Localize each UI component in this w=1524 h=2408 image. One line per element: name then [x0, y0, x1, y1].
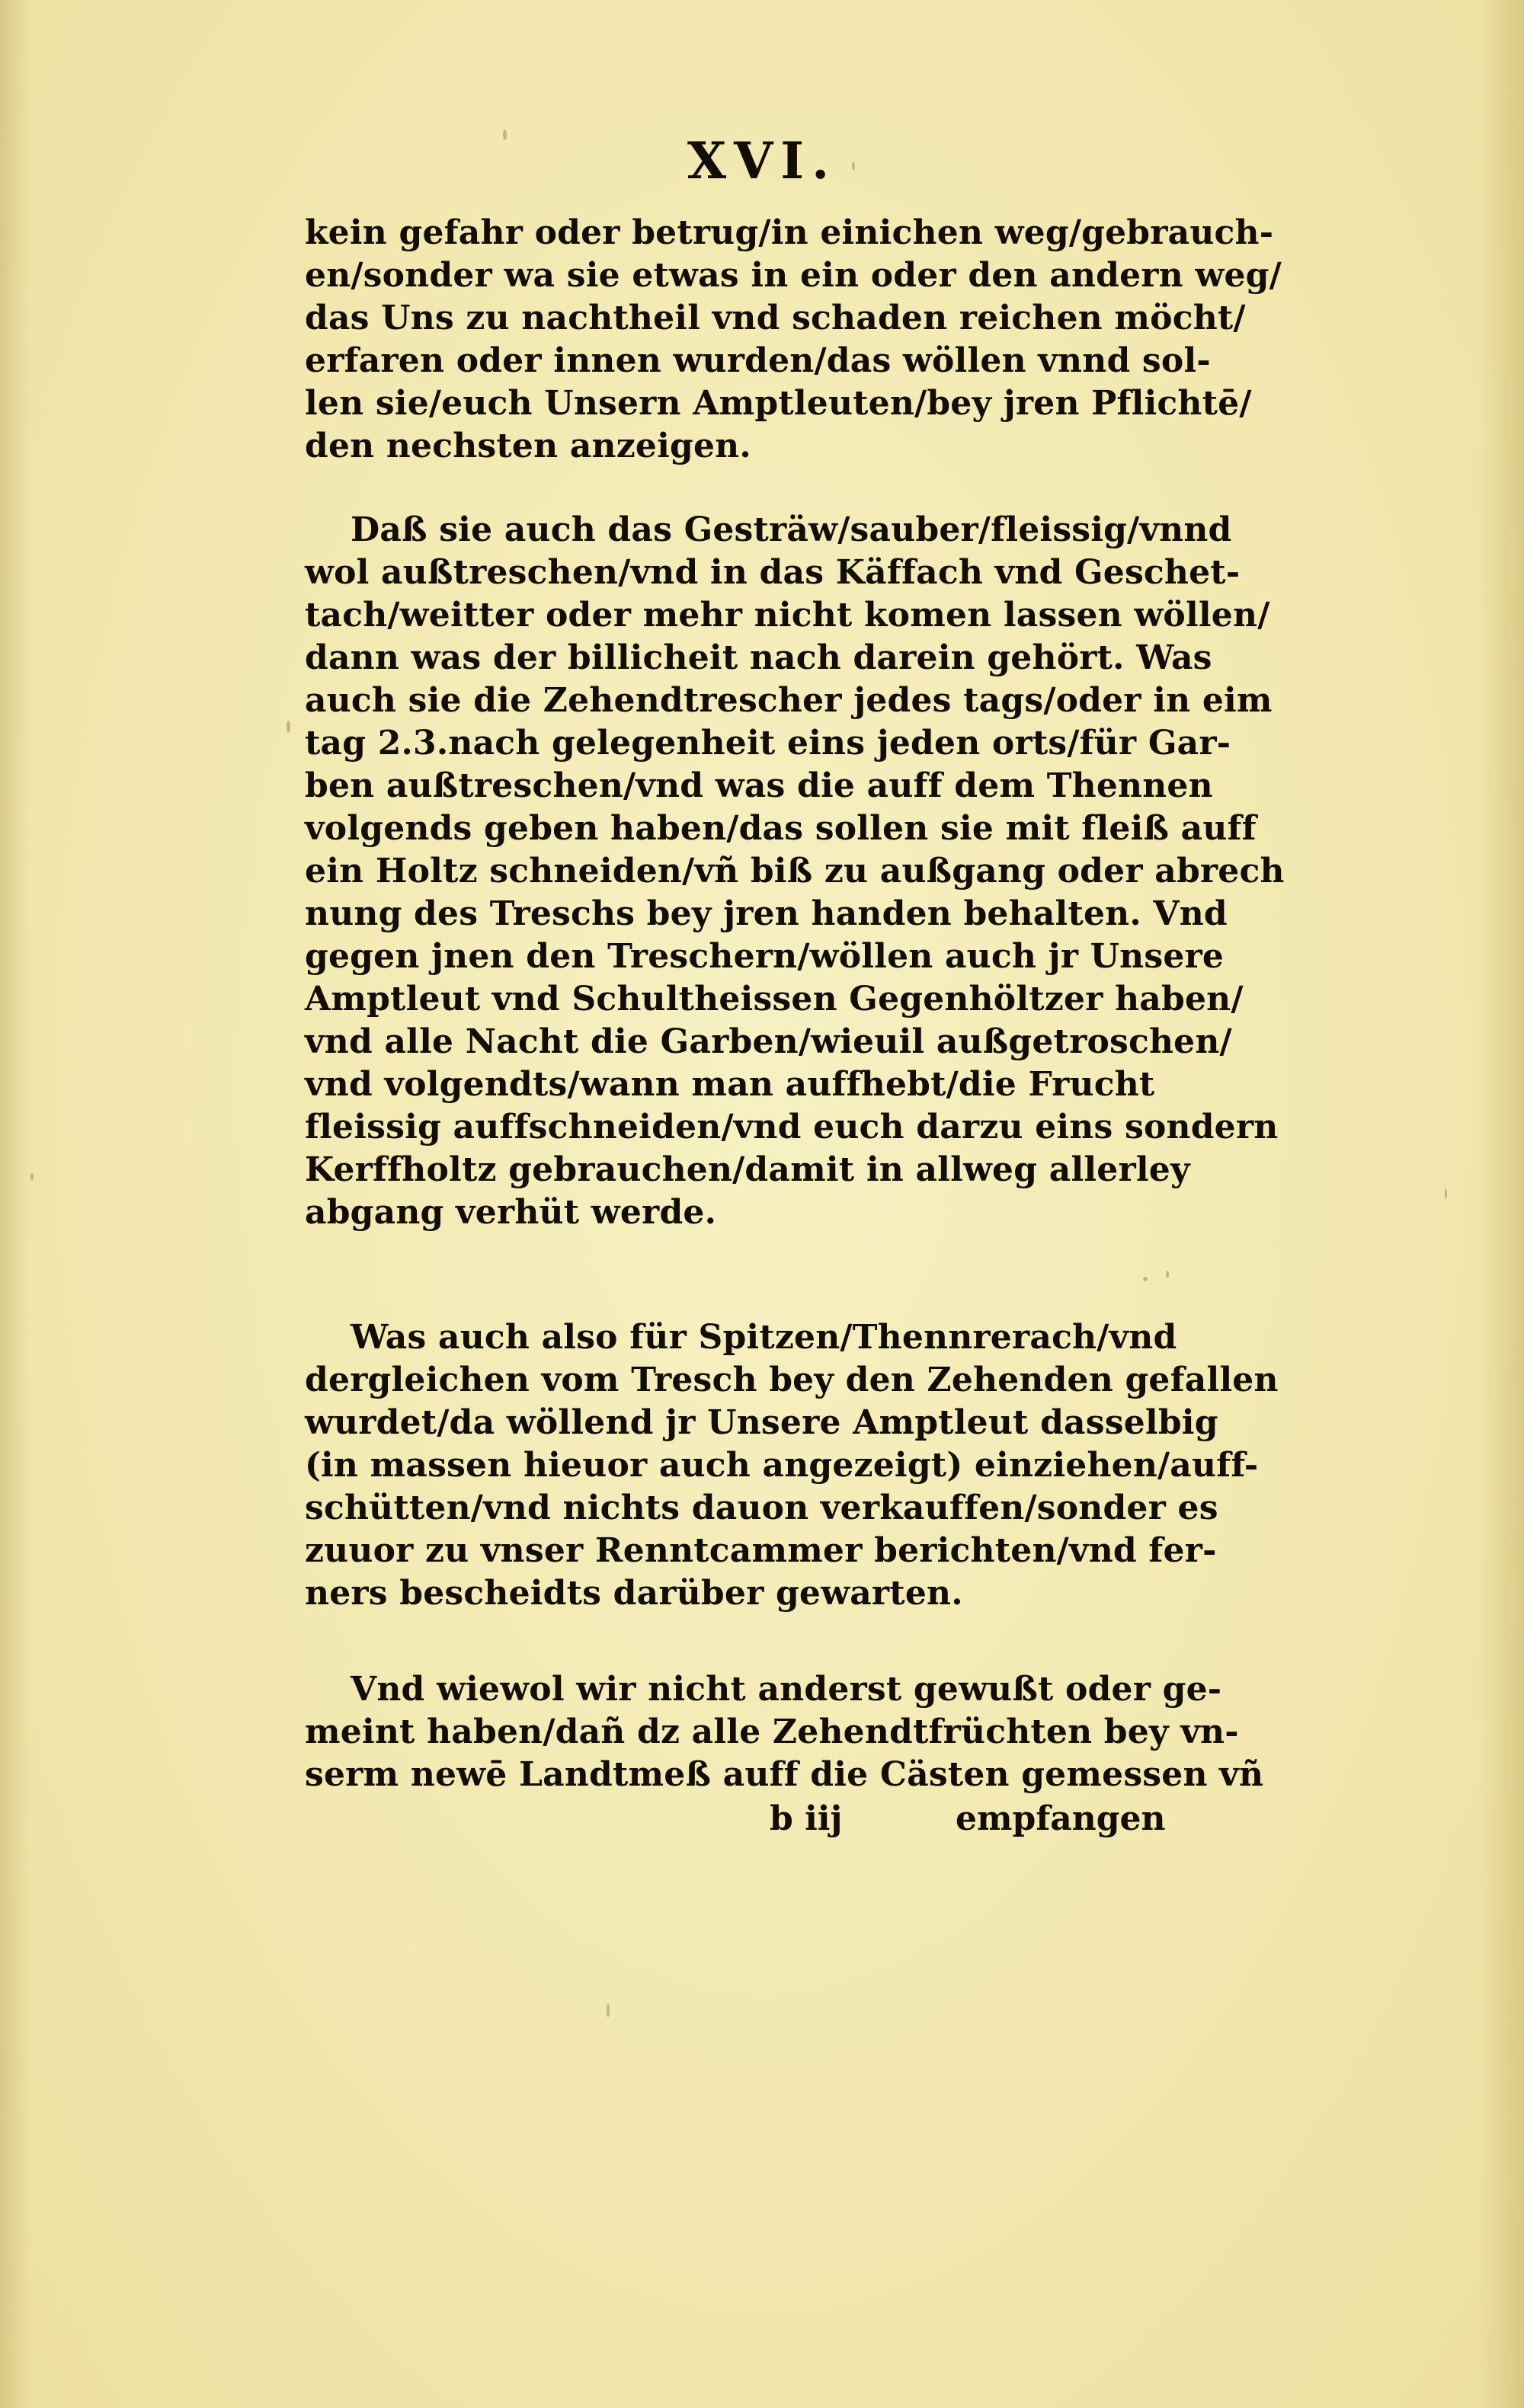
text-line: Daß sie auch das Gesträw/sauber/fleissig/vnnd [351, 510, 1232, 549]
text-line: (in massen hieuor auch angezeigt) einziehen/auff- [305, 1446, 1259, 1485]
signature-mark: b iij [770, 1799, 843, 1838]
catchword: empfangen [956, 1799, 1166, 1838]
text-line: Vnd wiewol wir nicht anderst gewußt oder ge- [351, 1670, 1222, 1709]
text-line: en/sonder wa sie etwas in ein oder den andern weg/ [305, 256, 1282, 295]
folio-number: XVI. [687, 131, 837, 190]
paper-speck [287, 721, 290, 733]
paper-speck [1166, 1271, 1169, 1278]
paper-speck [607, 2003, 610, 2017]
text-line: len sie/euch Unsern Amptleuten/bey jren Pflichtē/ [305, 384, 1252, 423]
paper-speck [30, 1173, 34, 1181]
text-line: ein Holtz schneiden/vñ biß zu außgang oder abrech [305, 852, 1285, 891]
paper-speck [1445, 1188, 1447, 1199]
page-right-shadow [1478, 0, 1524, 2408]
text-line: wurdet/da wöllend jr Unsere Amptleut dasselbig [305, 1403, 1218, 1442]
text-line: Amptleut vnd Schultheissen Gegenhöltzer haben/ [305, 980, 1244, 1019]
text-line: meint haben/dañ dz alle Zehendtfrüchten bey vn- [305, 1712, 1239, 1751]
text-line: dann was der billicheit nach darein gehört. Was [305, 638, 1212, 677]
page-left-shadow [0, 0, 30, 2408]
paper-speck [1143, 1277, 1148, 1281]
text-line: fleissig auffschneiden/vnd euch darzu eins sondern [305, 1108, 1279, 1146]
text-line: vnd volgendts/wann man auffhebt/die Frucht [305, 1065, 1155, 1104]
text-line: schütten/vnd nichts dauon verkauffen/sonder es [305, 1489, 1218, 1527]
text-line: auch sie die Zehendtrescher jedes tags/oder in eim [305, 681, 1273, 720]
text-line: erfaren oder innen wurden/das wöllen vnnd sol- [305, 341, 1211, 380]
text-line: tag 2.3.nach gelegenheit eins jeden orts/für Gar- [305, 724, 1231, 763]
text-line: abgang verhüt werde. [305, 1193, 717, 1232]
text-line: Was auch also für Spitzen/Thennrerach/vnd [351, 1318, 1177, 1357]
paper-speck [503, 130, 507, 140]
text-line: vnd alle Nacht die Garben/wieuil außgetroschen/ [305, 1022, 1232, 1061]
text-line: wol außtreschen/vnd in das Käffach vnd Geschet- [305, 553, 1241, 592]
text-line: gegen jnen den Treschern/wöllen auch jr Unsere [305, 937, 1225, 976]
text-line: ners bescheidts darüber gewarten. [305, 1574, 963, 1613]
text-line: dergleichen vom Tresch bey den Zehenden gefallen [305, 1361, 1279, 1399]
text-line: das Uns zu nachtheil vnd schaden reichen möcht/ [305, 299, 1246, 337]
text-line: ben außtreschen/vnd was die auff dem Thennen [305, 766, 1213, 805]
text-line: den nechsten anzeigen. [305, 427, 751, 465]
text-line: kein gefahr oder betrug/in einichen weg/gebrauch- [305, 213, 1274, 252]
text-line: Kerffholtz gebrauchen/damit in allweg allerley [305, 1150, 1190, 1189]
text-line: nung des Treschs bey jren handen behalten. Vnd [305, 894, 1228, 933]
text-line: tach/weitter oder mehr nicht komen lassen wöllen/ [305, 596, 1270, 635]
text-line: volgends geben haben/das sollen sie mit fleiß auff [305, 809, 1257, 848]
text-line: serm newē Landtmeß auff die Cästen gemessen vñ [305, 1755, 1264, 1794]
text-line: zuuor zu vnser Renntcammer berichten/vnd fer- [305, 1531, 1217, 1570]
